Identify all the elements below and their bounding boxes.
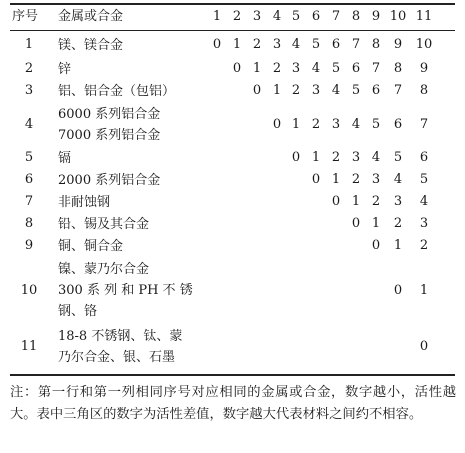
value-cell: 7 (419, 117, 429, 132)
header-col-1: 1 (212, 9, 222, 24)
value-cell: 5 (371, 117, 381, 132)
value-cell: 5 (419, 172, 429, 187)
value-cell: 5 (331, 61, 341, 76)
value-cell: 3 (351, 150, 361, 165)
value-cell: 0 (393, 282, 403, 298)
value-cell: 1 (252, 61, 262, 76)
header-col-8: 8 (351, 9, 361, 24)
value-cell: 6 (371, 83, 381, 98)
value-cell: 1 (419, 282, 429, 298)
row-no: 5 (24, 150, 34, 165)
value-cell: 3 (272, 37, 282, 52)
value-cell: 0 (419, 339, 429, 354)
value-cell: 0 (272, 117, 282, 132)
value-cell: 0 (252, 83, 262, 98)
row-metal-name: 铝、铝合金（包铝） (58, 83, 176, 99)
row-metal-name: 2000 系列铝合金 (58, 172, 161, 188)
value-cell: 1 (331, 172, 341, 187)
value-cell: 2 (393, 216, 403, 231)
value-cell: 3 (393, 194, 403, 209)
row-metal-name: 镍、蒙乃尔合金 (58, 262, 150, 277)
value-cell: 2 (252, 37, 262, 52)
row-metal-name: 7000 系列铝合金 (58, 128, 161, 143)
header-col-11: 11 (415, 9, 433, 24)
row-no: 11 (20, 339, 38, 354)
value-cell: 1 (351, 194, 361, 209)
row-metal-name: 锌 (58, 61, 72, 77)
value-cell: 4 (371, 150, 381, 165)
value-cell: 6 (351, 61, 361, 76)
row-no: 1 (24, 37, 34, 52)
value-cell: 0 (291, 150, 301, 165)
value-cell: 4 (311, 61, 321, 76)
value-cell: 8 (419, 83, 429, 98)
header-col-10: 10 (389, 9, 407, 24)
value-cell: 7 (393, 83, 403, 98)
table-header-rule (10, 30, 455, 31)
row-metal-name: 乃尔合金、银、石墨 (58, 350, 176, 365)
row-no: 4 (24, 117, 34, 132)
value-cell: 6 (393, 117, 403, 132)
header-metal: 金属或合金 (58, 9, 124, 24)
row-metal-name: 铅、锡及其合金 (58, 216, 150, 232)
value-cell: 5 (393, 150, 403, 165)
value-cell: 1 (371, 216, 381, 231)
value-cell: 4 (393, 172, 403, 187)
value-cell: 3 (331, 117, 341, 132)
value-cell: 7 (351, 37, 361, 52)
header-col-6: 6 (311, 9, 321, 24)
row-metal-name: 镁、镁合金 (58, 37, 124, 53)
value-cell: 0 (371, 238, 381, 253)
value-cell: 8 (371, 37, 381, 52)
row-metal-name: 钢、铬 (58, 304, 98, 319)
header-col-5: 5 (291, 9, 301, 24)
value-cell: 0 (351, 216, 361, 231)
header-col-4: 4 (272, 9, 282, 24)
row-metal-name: 18-8 不锈钢、钛、蒙 (58, 329, 183, 344)
value-cell: 1 (311, 150, 321, 165)
table-note: 注：第一行和第一列相同序号对应相同的金属或合金，数字越小，活性越大。表中三角区的数字为活性差值，数字越大代表材料之间约不相容。 (10, 385, 456, 422)
value-cell: 5 (351, 83, 361, 98)
table-bottom-rule (10, 374, 455, 376)
value-cell: 0 (212, 37, 222, 52)
row-metal-name: 300 系 列 和 PH 不 锈 (58, 283, 193, 298)
value-cell: 9 (393, 37, 403, 52)
value-cell: 5 (311, 37, 321, 52)
value-cell: 4 (291, 37, 301, 52)
value-cell: 1 (291, 117, 301, 132)
row-metal-name: 6000 系列铝合金 (58, 107, 161, 122)
value-cell: 1 (272, 83, 282, 98)
row-no: 6 (24, 172, 34, 187)
value-cell: 1 (393, 238, 403, 253)
value-cell: 2 (419, 238, 429, 253)
value-cell: 0 (232, 61, 242, 76)
header-no: 序号 (12, 9, 39, 24)
value-cell: 2 (291, 83, 301, 98)
value-cell: 10 (415, 37, 433, 52)
row-no: 7 (24, 194, 34, 209)
value-cell: 3 (291, 61, 301, 76)
row-no: 3 (24, 83, 34, 98)
value-cell: 6 (419, 150, 429, 165)
row-metal-name: 镉 (58, 150, 72, 166)
row-metal-name: 铜、铜合金 (58, 238, 124, 254)
value-cell: 3 (371, 172, 381, 187)
row-metal-name: 非耐蚀钢 (58, 194, 111, 210)
table-top-rule (10, 3, 455, 5)
row-no: 9 (24, 238, 34, 253)
row-no: 2 (24, 61, 34, 76)
value-cell: 4 (351, 117, 361, 132)
value-cell: 0 (331, 194, 341, 209)
value-cell: 2 (351, 172, 361, 187)
header-col-3: 3 (252, 9, 262, 24)
value-cell: 4 (331, 83, 341, 98)
value-cell: 6 (331, 37, 341, 52)
header-col-7: 7 (331, 9, 341, 24)
value-cell: 7 (371, 61, 381, 76)
value-cell: 4 (419, 194, 429, 209)
row-no: 8 (24, 216, 34, 231)
header-col-9: 9 (371, 9, 381, 24)
header-col-2: 2 (232, 9, 242, 24)
value-cell: 3 (311, 83, 321, 98)
value-cell: 1 (232, 37, 242, 52)
value-cell: 9 (419, 61, 429, 76)
value-cell: 3 (419, 216, 429, 231)
value-cell: 0 (311, 172, 321, 187)
value-cell: 8 (393, 61, 403, 76)
value-cell: 2 (311, 117, 321, 132)
value-cell: 2 (371, 194, 381, 209)
value-cell: 2 (272, 61, 282, 76)
value-cell: 2 (331, 150, 341, 165)
row-no: 10 (20, 282, 38, 298)
